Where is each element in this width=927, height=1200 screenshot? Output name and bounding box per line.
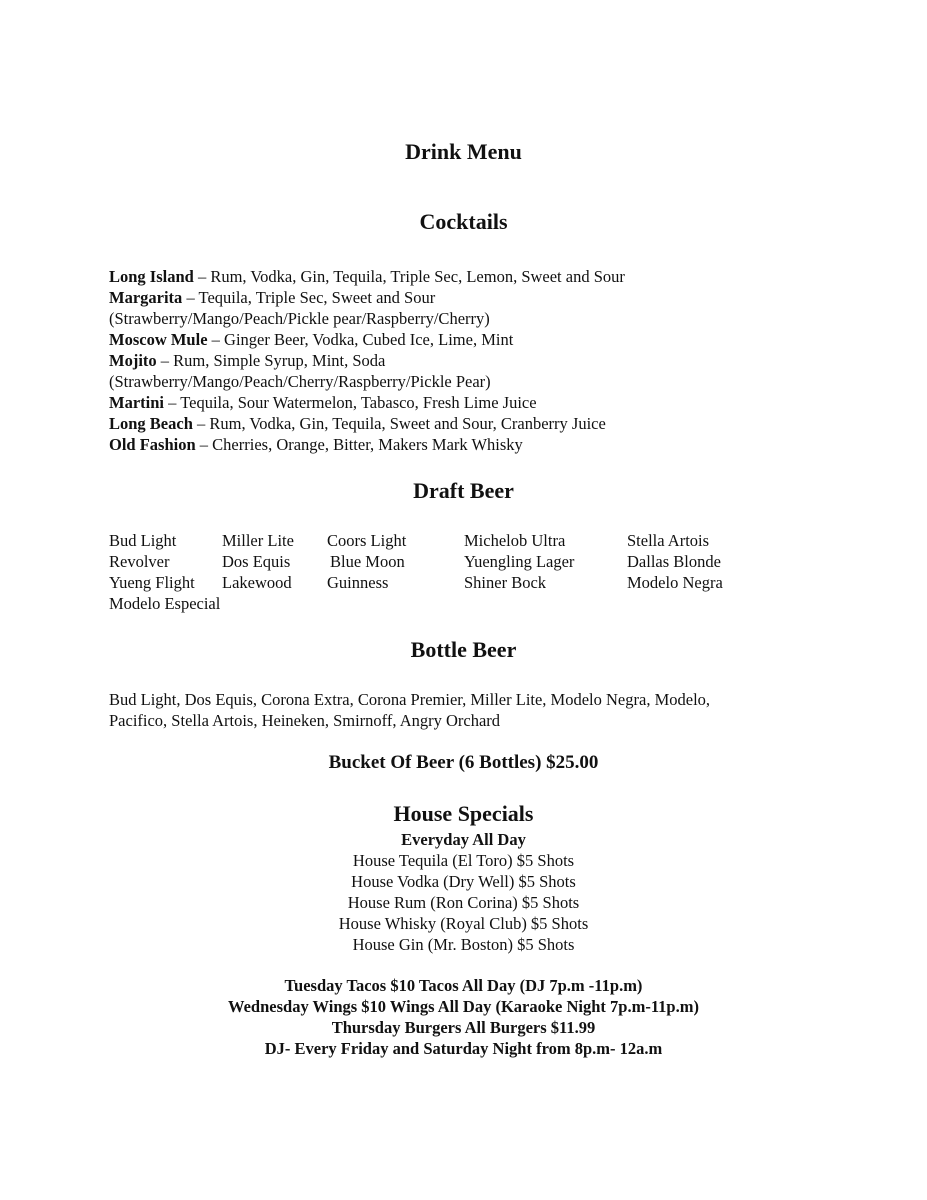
bottle-beer-heading: Bottle Beer <box>410 637 517 662</box>
bottle-beer-line: Pacifico, Stella Artois, Heineken, Smirnoff, Angry Orchard <box>109 711 501 730</box>
cocktail-name: Margarita <box>109 288 183 307</box>
cocktail-desc: – Tequila, Sour Watermelon, Tabasco, Fresh Lime Juice <box>164 393 537 412</box>
weekly-special-item: Thursday Burgers All Burgers $11.99 <box>331 1018 596 1037</box>
bottle-beer-list <box>109 689 809 731</box>
draft-beer-item: Shiner Bock <box>464 573 547 592</box>
weekly-special-item: Wednesday Wings $10 Wings All Day (Karaoke Night 7p.m-11p.m) <box>228 997 699 1016</box>
cocktail-item <box>109 413 829 434</box>
cocktail-name: Long Beach <box>109 414 193 433</box>
draft-beer-item: Michelob Ultra <box>464 531 566 550</box>
draft-beer-item: Guinness <box>327 573 389 592</box>
house-special-item: House Tequila (El Toro) $5 Shots <box>352 851 575 870</box>
cocktails-heading: Cocktails <box>419 209 508 234</box>
cocktail-item <box>109 350 829 371</box>
draft-beer-item: Revolver <box>109 552 170 571</box>
cocktail-name: Mojito <box>109 351 157 370</box>
house-special-item: House Whisky (Royal Club) $5 Shots <box>338 914 589 933</box>
draft-beer-item: Stella Artois <box>627 531 710 550</box>
house-special-item: House Rum (Ron Corina) $5 Shots <box>347 893 580 912</box>
cocktails-list <box>109 266 829 455</box>
cocktail-desc: – Rum, Vodka, Gin, Tequila, Sweet and Sour, Cranberry Juice <box>192 414 606 433</box>
draft-beer-item: Miller Lite <box>222 531 294 550</box>
cocktail-item <box>109 266 829 287</box>
cocktail-desc: – Cherries, Orange, Bitter, Makers Mark Whisky <box>195 435 523 454</box>
cocktail-name: Martini <box>109 393 164 412</box>
cocktail-item <box>109 329 829 350</box>
draft-beer-item: Bud Light <box>109 531 177 550</box>
draft-beer-grid <box>109 530 829 614</box>
cocktail-name: Old Fashion <box>109 435 196 454</box>
draft-beer-item: Dos Equis <box>222 552 291 571</box>
weekly-specials <box>0 975 927 1059</box>
draft-beer-item: Blue Moon <box>330 552 405 571</box>
bucket-of-beer: Bucket Of Beer (6 Bottles) $25.00 <box>328 752 599 773</box>
house-special-item: House Gin (Mr. Boston) $5 Shots <box>352 935 575 954</box>
house-specials-subheading: Everyday All Day <box>401 830 526 849</box>
cocktail-item <box>109 392 829 413</box>
draft-beer-item: Modelo Especial <box>109 594 221 613</box>
cocktail-name: Moscow Mule <box>109 330 208 349</box>
cocktail-desc: – Rum, Simple Syrup, Mint, Soda <box>156 351 386 370</box>
cocktail-item <box>109 434 829 455</box>
weekly-special-item: DJ- Every Friday and Saturday Night from 8p.m- 12a.m <box>264 1039 663 1058</box>
draft-beer-item: Modelo Negra <box>627 573 723 592</box>
cocktail-desc: – Tequila, Triple Sec, Sweet and Sour <box>182 288 436 307</box>
cocktail-flavors: (Strawberry/Mango/Peach/Cherry/Raspberry/Pickle Pear) <box>109 372 491 391</box>
draft-beer-item: Yuengling Lager <box>464 552 575 571</box>
house-specials-list <box>0 829 927 955</box>
cocktail-name: Long Island <box>109 267 194 286</box>
cocktail-desc: – Ginger Beer, Vodka, Cubed Ice, Lime, Mint <box>207 330 514 349</box>
draft-beer-item: Lakewood <box>222 573 292 592</box>
cocktail-item <box>109 287 829 308</box>
weekly-special-item: Tuesday Tacos $10 Tacos All Day (DJ 7p.m -11p.m) <box>284 976 643 995</box>
cocktail-flavors: (Strawberry/Mango/Peach/Pickle pear/Raspberry/Cherry) <box>109 309 490 328</box>
bottle-beer-line: Bud Light, Dos Equis, Corona Extra, Corona Premier, Miller Lite, Modelo Negra, Modelo, <box>109 690 711 709</box>
house-special-item: House Vodka (Dry Well) $5 Shots <box>351 872 576 891</box>
cocktail-desc: – Rum, Vodka, Gin, Tequila, Triple Sec, Lemon, Sweet and Sour <box>193 267 625 286</box>
draft-beer-item: Coors Light <box>327 531 407 550</box>
draft-beer-item: Dallas Blonde <box>627 552 721 571</box>
page-title: Drink Menu <box>405 139 522 164</box>
draft-beer-heading: Draft Beer <box>413 478 514 503</box>
house-specials-heading: House Specials <box>393 801 534 826</box>
draft-beer-item: Yueng Flight <box>109 573 195 592</box>
